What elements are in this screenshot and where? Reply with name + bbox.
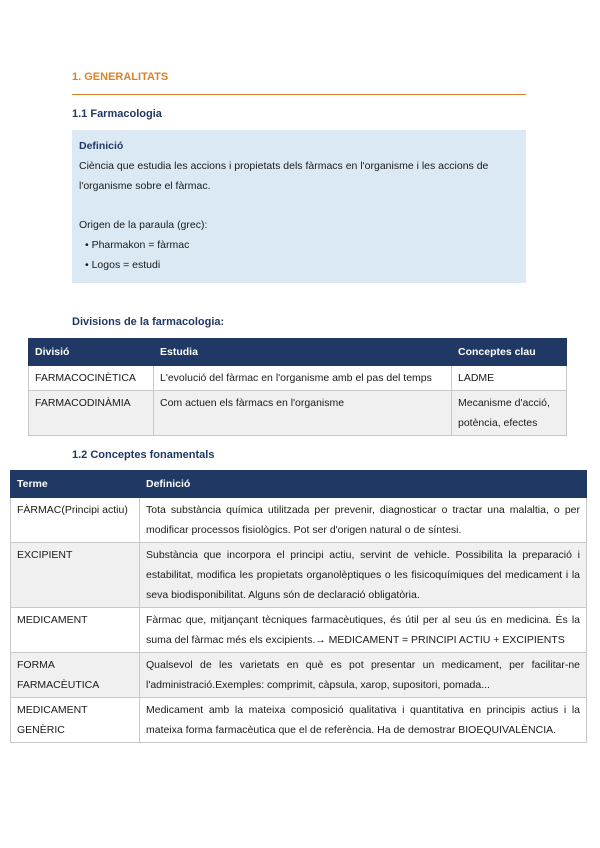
definition-box <box>72 130 526 283</box>
table-row <box>11 698 587 743</box>
table-row <box>11 498 587 543</box>
definition-cell: Substància que incorpora el principi actiu, servint de vehicle. Possibilita la preparació i estabilitat, modifica les propietats organolèptiques o les fisicoquímiques del medicament i la seva biodisponibilitat. Alguns són de declaració obligatòria. <box>140 543 587 608</box>
table-row <box>29 391 567 436</box>
table-row <box>11 653 587 698</box>
subsection-title-farmacologia: 1.1 Farmacologia <box>72 108 162 120</box>
title-divider <box>72 94 526 95</box>
term-cell: MEDICAMENT GENÈRIC <box>11 698 140 743</box>
divisions-title: Divisions de la farmacologia: <box>72 316 225 328</box>
table-cell: Mecanisme d'acció, potència, efectes <box>452 391 567 436</box>
definition-cell: Medicament amb la mateixa composició qualitativa i quantitativa en principis actius i la mateixa forma farmacèutica que el de referència. Ha de demostrar BIOEQUIVALÈNCIA. <box>140 698 587 743</box>
term-cell: MEDICAMENT <box>11 608 140 653</box>
definition-text: Ciència que estudia les accions i propietats dels fàrmacs en l'organisme i les accions de l'organisme sobre el fàrmac. <box>79 160 489 192</box>
table-row <box>11 608 587 653</box>
table-cell: Com actuen els fàrmacs en l'organisme <box>154 391 452 436</box>
term-cell: EXCIPIENT <box>11 543 140 608</box>
term-cell: FORMA FARMACÈUTICA <box>11 653 140 698</box>
definition-cell: Qualsevol de les varietats en què es pot presentar un medicament, per facilitar-ne l'administració.Exemples: comprimit, càpsula, xarop, supositori, pomada... <box>140 653 587 698</box>
column-header: Conceptes clau <box>452 339 567 366</box>
definition-title: Definició <box>79 140 124 152</box>
bullet-item: • Pharmakon = fàrmac <box>85 235 519 255</box>
table-header-row <box>11 471 587 498</box>
table-cell: FARMACODINÀMIA <box>29 391 154 436</box>
column-header: Definició <box>140 471 587 498</box>
column-header: Terme <box>11 471 140 498</box>
subsection-title-conceptes: 1.2 Conceptes fonamentals <box>72 449 215 461</box>
table-cell: FARMACOCINÈTICA <box>29 366 154 391</box>
column-header: Estudia <box>154 339 452 366</box>
origin-label: Origen de la paraula (grec): <box>79 219 208 231</box>
term-cell: FÀRMAC(Principi actiu) <box>11 498 140 543</box>
section-title: 1. GENERALITATS <box>72 71 169 83</box>
column-header: Divisió <box>29 339 154 366</box>
table-header-row <box>29 339 567 366</box>
divisions-table <box>28 338 567 436</box>
table-cell: LADME <box>452 366 567 391</box>
definition-cell: Fàrmac que, mitjançant tècniques farmacèutiques, és útil per al seu ús en medicina. És la suma del fàrmac més els excipients.→ MEDICAMENT = PRINCIPI ACTIU + EXCIPIENTS <box>140 608 587 653</box>
table-row <box>29 366 567 391</box>
concepts-table <box>10 470 587 743</box>
table-row <box>11 543 587 608</box>
table-cell: L'evolució del fàrmac en l'organisme amb el pas del temps <box>154 366 452 391</box>
definition-cell: Tota substància química utilitzada per prevenir, diagnosticar o tractar una malaltia, o per modificar processos fisiològics. Pot ser d'origen natural o de síntesi. <box>140 498 587 543</box>
bullet-item: • Logos = estudi <box>85 255 519 275</box>
